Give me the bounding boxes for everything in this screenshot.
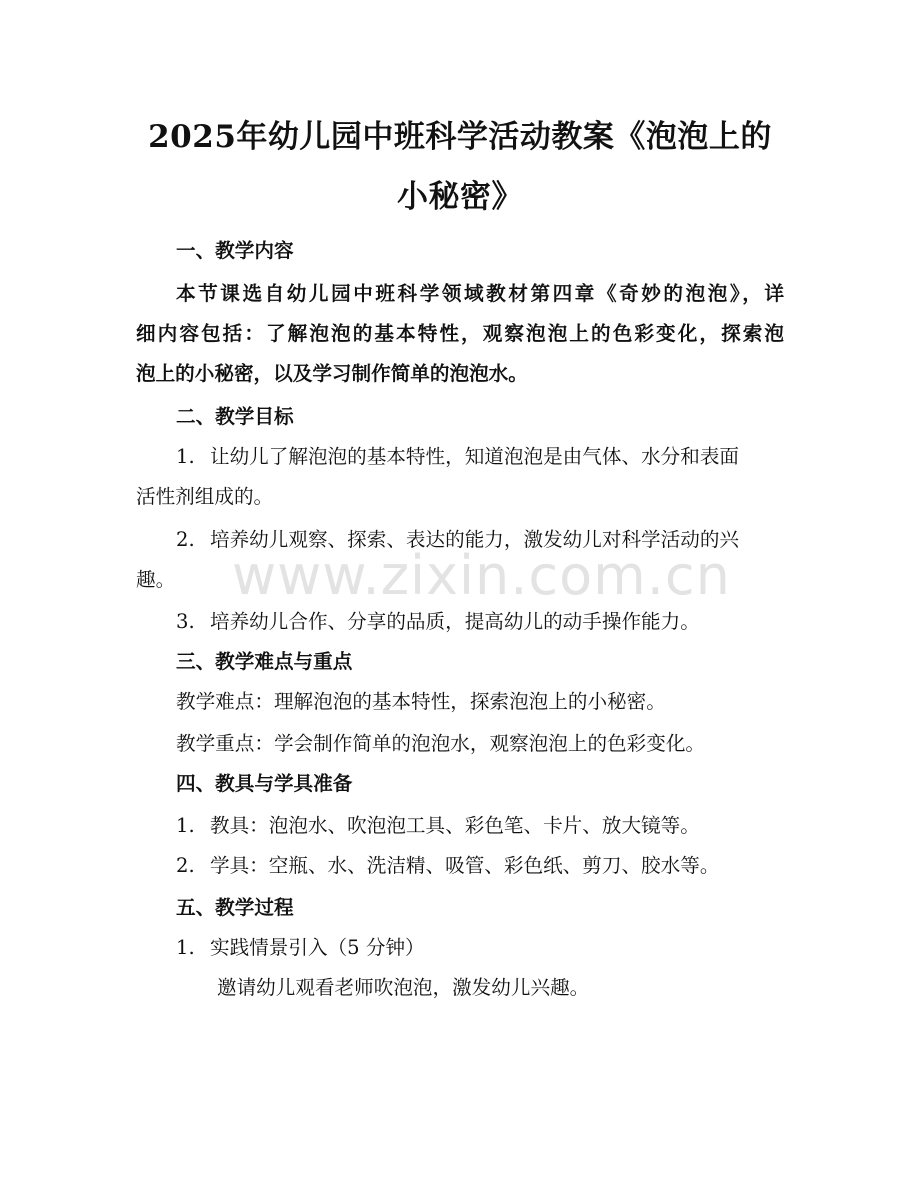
key-point-text: 教学重点：学会制作简单的泡泡水，观察泡泡上的色彩变化。 — [176, 732, 706, 755]
section-heading-difficulty: 三、教学难点与重点 — [176, 650, 353, 673]
section-heading-content: 一、教学内容 — [176, 239, 294, 262]
section-heading-process: 五、教学过程 — [176, 896, 294, 919]
item-text: 学具：空瓶、水、洗洁精、吸管、彩色纸、剪刀、胶水等。 — [210, 854, 720, 877]
step-number: 1. — [176, 936, 195, 959]
goal-item-2 — [176, 528, 739, 552]
materials-item-2 — [176, 854, 719, 878]
process-step-1-detail: 邀请幼儿观看老师吹泡泡，激发幼儿兴趣。 — [217, 976, 590, 999]
goal-number: 2. — [176, 528, 195, 551]
difficulty-text: 教学难点：理解泡泡的基本特性，探索泡泡上的小秘密。 — [176, 690, 666, 713]
goal-item-3 — [176, 610, 700, 634]
goal-item-1-continued: 活性剂组成的。 — [136, 485, 274, 508]
section-heading-goals: 二、教学目标 — [176, 405, 294, 428]
materials-item-1 — [176, 814, 700, 838]
goal-text: 培养幼儿合作、分享的品质，提高幼儿的动手操作能力。 — [210, 610, 700, 633]
content-paragraph-line3: 泡上的小秘密，以及学习制作简单的泡泡水。 — [136, 362, 528, 385]
item-text: 教具：泡泡水、吹泡泡工具、彩色笔、卡片、放大镜等。 — [210, 814, 700, 837]
watermark: www.zixin.com.cn — [232, 544, 731, 607]
goal-text: 培养幼儿观察、探索、表达的能力，激发幼儿对科学活动的兴 — [210, 528, 740, 551]
document-title-line2: 小秘密》 — [397, 179, 523, 215]
goal-item-2-continued: 趣。 — [136, 568, 176, 591]
step-text: 实践情景引入（5 分钟） — [210, 936, 425, 959]
goal-number: 1. — [176, 445, 195, 468]
process-step-1 — [176, 936, 425, 960]
goal-number: 3. — [176, 610, 195, 633]
content-paragraph-line2: 细内容包括：了解泡泡的基本特性，观察泡泡上的色彩变化，探索泡 — [136, 322, 784, 345]
section-heading-materials: 四、教具与学具准备 — [176, 772, 353, 795]
document-title-line1: 2025年幼儿园中班科学活动教案《泡泡上的 — [148, 119, 772, 155]
content-paragraph-line1: 本节课选自幼儿园中班科学领域教材第四章《奇妙的泡泡》，详 — [176, 282, 784, 305]
item-number: 1. — [176, 814, 195, 837]
goal-text: 让幼儿了解泡泡的基本特性，知道泡泡是由气体、水分和表面 — [210, 445, 740, 468]
item-number: 2. — [176, 854, 195, 877]
goal-item-1 — [176, 445, 784, 469]
